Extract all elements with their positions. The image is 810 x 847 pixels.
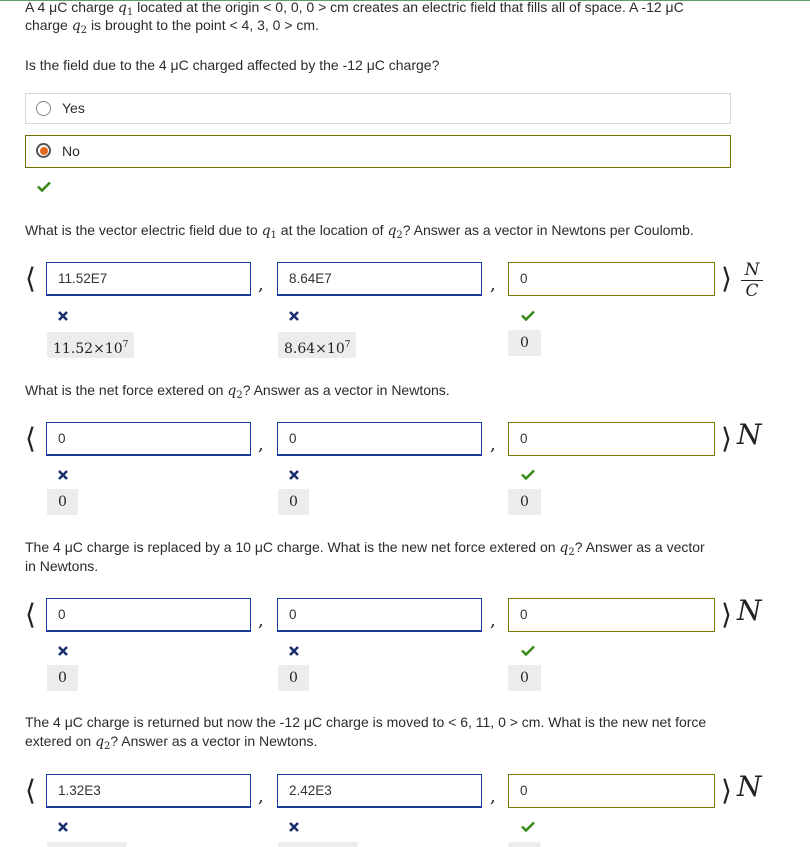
- q3-input-y[interactable]: 0: [277, 422, 482, 456]
- cross-icon: [57, 821, 69, 833]
- q4-result-y: 0: [278, 665, 309, 691]
- unit-n-per-c: N C: [741, 261, 763, 300]
- intro-line-2: charge $q_2$ is brought to the point < 4, 3, 0 > cm.: [25, 17, 319, 36]
- q2-symbol: $q_2$: [559, 540, 575, 558]
- q2-input-x[interactable]: 11.52E7: [46, 262, 251, 296]
- q5-result-y: [278, 842, 358, 847]
- cross-icon: [57, 469, 69, 481]
- right-angle-bracket: ⟩: [721, 774, 732, 807]
- q2-prompt: What is the vector electric field due to $q_1$ at the location of $q_2$? Answer as a vector in Newtons per Coulomb.: [25, 222, 694, 241]
- check-icon: [521, 310, 535, 321]
- q2-input-z[interactable]: 0: [508, 262, 715, 296]
- option-yes-label: Yes: [62, 100, 85, 116]
- q5-input-z[interactable]: 0: [508, 774, 715, 808]
- q3-prompt: What is the net force extered on $q_2$? Answer as a vector in Newtons.: [25, 382, 450, 401]
- q4-result-z: 0: [508, 665, 541, 691]
- check-icon: [37, 181, 51, 192]
- q2-result-y: $8.64\times 10^7$: [278, 332, 356, 358]
- option-yes[interactable]: [25, 93, 731, 124]
- left-angle-bracket: ⟨: [25, 262, 36, 295]
- q2-result-z: 0: [508, 330, 541, 356]
- comma: ,: [490, 274, 496, 295]
- q4-prompt-line2: in Newtons.: [25, 558, 99, 574]
- unit-newtons: N: [737, 418, 762, 451]
- comma: ,: [258, 434, 264, 455]
- cross-icon: [288, 310, 300, 322]
- comma: ,: [258, 274, 264, 295]
- check-icon: [521, 469, 535, 480]
- q4-prompt: The 4 μC charge is replaced by a 10 μC charge. What is the new net force extered on $q_2$? Answer as a vector: [25, 539, 705, 558]
- q5-result-x: [47, 842, 127, 847]
- q5-prompt-line2: extered on $q_2$? Answer as a vector in Newtons.: [25, 733, 318, 752]
- q2-symbol: $q_2$: [95, 734, 111, 752]
- q4-input-y[interactable]: 0: [277, 598, 482, 632]
- right-angle-bracket: ⟩: [721, 262, 732, 295]
- q1-symbol: $q_1$: [261, 223, 277, 241]
- comma: ,: [258, 786, 264, 807]
- option-no[interactable]: [25, 135, 731, 168]
- cross-icon: [57, 310, 69, 322]
- q5-prompt: The 4 μC charge is returned but now the -12 μC charge is moved to < 6, 11, 0 > cm. What is the new net force: [25, 714, 707, 730]
- comma: ,: [490, 434, 496, 455]
- comma: ,: [490, 610, 496, 631]
- left-angle-bracket: ⟨: [25, 422, 36, 455]
- q4-input-z[interactable]: 0: [508, 598, 715, 632]
- cross-icon: [57, 645, 69, 657]
- q2-input-y[interactable]: 8.64E7: [277, 262, 482, 296]
- q4-result-x: 0: [47, 665, 78, 691]
- q5-result-z: [508, 842, 541, 847]
- q4-input-x[interactable]: 0: [46, 598, 251, 632]
- q3-input-x[interactable]: 0: [46, 422, 251, 456]
- q1-prompt: Is the field due to the 4 μC charged affected by the -12 μC charge?: [25, 57, 440, 73]
- comma: ,: [490, 786, 496, 807]
- left-angle-bracket: ⟨: [25, 774, 36, 807]
- right-angle-bracket: ⟩: [721, 422, 732, 455]
- left-angle-bracket: ⟨: [25, 598, 36, 631]
- q3-result-y: 0: [278, 489, 309, 515]
- cross-icon: [288, 821, 300, 833]
- option-no-label: No: [62, 143, 80, 159]
- q3-result-z: 0: [508, 489, 541, 515]
- q2-symbol: $q_2$: [387, 223, 403, 241]
- q3-input-z[interactable]: 0: [508, 422, 715, 456]
- q5-input-y[interactable]: 2.42E3: [277, 774, 482, 808]
- q5-input-x[interactable]: 1.32E3: [46, 774, 251, 808]
- q3-result-x: 0: [47, 489, 78, 515]
- q2-result-x: $11.52\times 10^7$: [47, 332, 134, 358]
- q2-symbol: $q_2$: [227, 383, 243, 401]
- cross-icon: [288, 469, 300, 481]
- cross-icon: [288, 645, 300, 657]
- comma: ,: [258, 610, 264, 631]
- unit-newtons: N: [737, 770, 762, 803]
- right-angle-bracket: ⟩: [721, 598, 732, 631]
- radio-yes[interactable]: [36, 101, 51, 116]
- check-icon: [521, 821, 535, 832]
- q2-symbol: $q_2$: [71, 18, 88, 36]
- q1-symbol: $q_1$: [117, 0, 134, 18]
- check-icon: [521, 645, 535, 656]
- radio-no[interactable]: [36, 143, 51, 158]
- unit-newtons: N: [737, 594, 762, 627]
- intro-line-1: A 4 μC charge $q_1$ located at the origin < 0, 0, 0 > cm creates an electric field that fills all of space. A -12 μC: [25, 0, 684, 18]
